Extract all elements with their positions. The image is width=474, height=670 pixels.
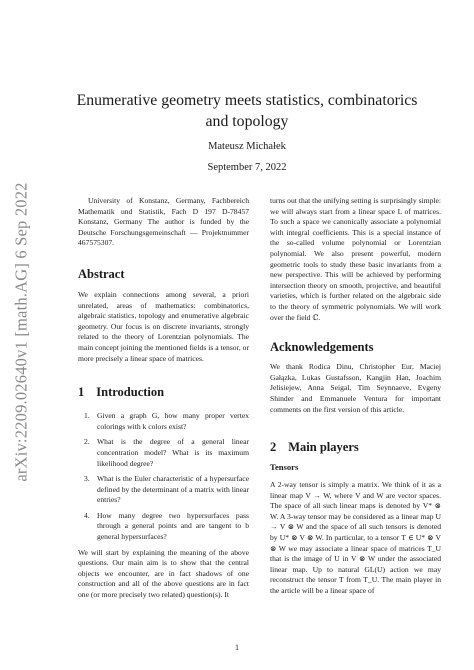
page-number: 1 <box>235 643 239 652</box>
intro-paragraph: We will start by explaining the meaning of the above questions. Our main aim is to show that the central objects we encounter, are in fact shadows of one construction and all of the above questions are in fact one (or more precisely two related) question(s). It <box>78 547 249 600</box>
section-2-heading <box>270 439 441 455</box>
arxiv-id-text: arXiv:2209.02640v1 [math.AG] 6 Sep 2022 <box>12 182 32 482</box>
abstract-heading: Abstract <box>78 266 125 281</box>
section-1-heading <box>78 384 249 400</box>
date: September 7, 2022 <box>207 162 287 173</box>
list-item <box>78 511 249 543</box>
abstract-text: We explain connections among several, a priori unrelated, areas of mathematics: combinatorics, algebraic statistics, topology and enumerative algebraic geometry. Our focus is on discrete invariants, strongly related to the theory of Lorentzian polynomials. The main concept joining the mentioned fields is a tensor, or more precisely a linear space of matrices. <box>78 289 249 363</box>
section-1-number: 1 <box>78 385 85 400</box>
arxiv-identifier <box>4 152 40 512</box>
list-item-number: 1. <box>84 411 90 421</box>
left-column <box>78 196 249 601</box>
question-list <box>78 411 249 543</box>
list-item-number: 4. <box>84 510 90 520</box>
list-item <box>78 474 249 506</box>
list-item-text: What is the Euler characteristic of a hypersurface defined by the determinant of a matrix with linear entries? <box>97 474 249 505</box>
list-item-number: 3. <box>84 474 90 484</box>
list-item <box>78 411 249 432</box>
affiliation-note: University of Konstanz, Germany, Fachbereich Mathematik und Statistik, Fach D 197 D-78457 Konstanz, Germany The author is funded by the Deutsche Forschungsgemeinschaft — Projektnummer 467575307. <box>78 196 249 248</box>
paper-title <box>60 90 434 132</box>
list-item-text: What is the degree of a general linear concentration model? What is its maximum likelihood degree? <box>97 437 249 468</box>
title-line-1: Enumerative geometry meets statistics, combinatorics <box>76 92 418 109</box>
acknowledgements-heading: Acknowledgements <box>270 340 374 355</box>
tensors-subheading: Tensors <box>270 462 299 473</box>
list-item <box>78 437 249 469</box>
title-line-2: and topology <box>205 113 289 130</box>
list-item-text: How many degree two hypersurfaces pass through a general points and are tangent to b general hypersurfaces? <box>97 510 249 542</box>
list-item-text: Given a graph G, how many proper vertex colorings with k colors exist? <box>97 411 249 431</box>
acknowledgements-text: We thank Rodica Dinu, Christopher Eur, Maciej Gałązka, Lukas Gustafsson, Kangjin Han, Joachim Jelisiejew, Anna Seigal, Tim Seynnaeve, Evgeny Shinder and Emmanuele Ventura for important comments on the first version of this article. <box>270 362 441 414</box>
list-item-number: 2. <box>84 437 90 447</box>
section-2-title: Main players <box>288 440 359 455</box>
section-2-number: 2 <box>270 440 277 455</box>
right-column <box>270 196 441 597</box>
tensors-text: A 2-way tensor is simply a matrix. We think of it as a linear map V → W, where V and W are vector spaces. The space of all such linear maps is denoted by V* ⊗ W. A 3-way tensor may be considered as a linear map U → V ⊗ W and the space of all such tensors is denoted by U* ⊗ V ⊗ W. In particular, to a tensor T ∈ U* ⊗ V ⊗ W we may associate a linear space of matrices T_U that is the image of U in V ⊗ W under the associated linear map. Up to natural GL(U) action we may reconstruct the tensor T from T_U. The main player in the article will be a linear space of <box>270 480 441 596</box>
section-1-title: Introduction <box>96 385 165 400</box>
author: Mateusz Michałek <box>208 141 286 152</box>
intro-continuation: turns out that the unifying setting is surprisingly simple: we will always start from a linear space L of matrices. To such a space we canonically associate a polynomial with integral coefficients. This is a special instance of the so-called volume polynomial or Lorentzian polynomial. We also present powerful, modern geometric tools to study these basic invariants from a new perspective. This will be achieved by performing intersection theory on smooth, projective, and beautiful varieties, which is further related on the algebraic side to the theory of symmetric polynomials. We will work over the field ℂ. <box>270 196 441 322</box>
